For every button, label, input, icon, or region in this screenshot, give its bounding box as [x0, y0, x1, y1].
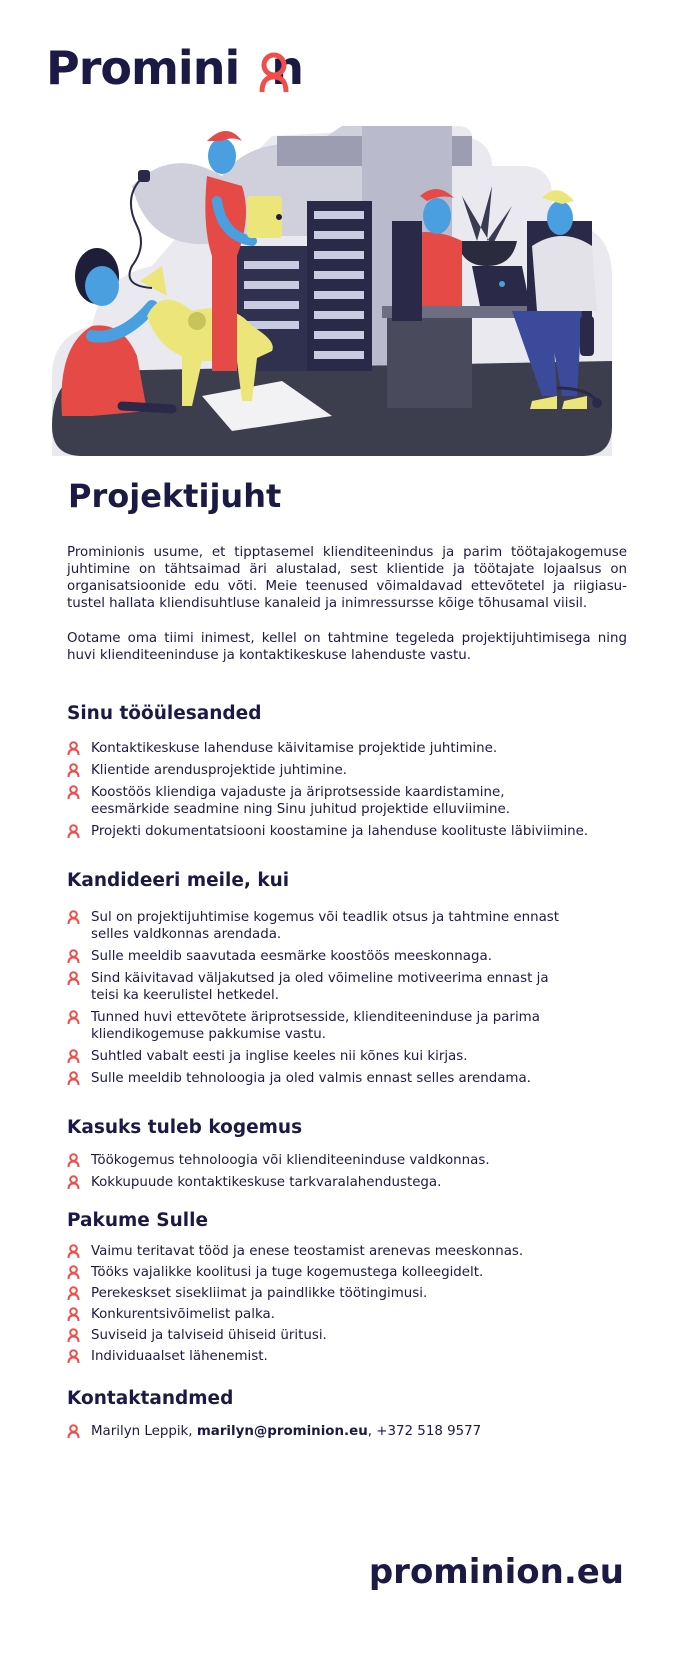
person-bullet-icon [67, 785, 80, 800]
footer-website-url[interactable]: prominion.eu [368, 1552, 624, 1592]
section-offer [67, 1209, 627, 1365]
list-item [67, 762, 627, 779]
person-bullet-icon [67, 1071, 80, 1086]
list-item [67, 1327, 627, 1344]
list-item [67, 948, 627, 965]
list-item-text: Sul on projektijuhtimise kogemus või teadlik otsus ja tahtmine ennast selles valdkonnas arendada. [91, 910, 560, 942]
list-item [67, 1174, 627, 1191]
list-item-text: Koostöös kliendiga vajaduste ja äriprotsesside kaardistamine, eesmärkide seadmine ning Sinu juhitud projektide elluviimine. [91, 785, 511, 817]
person-bullet-icon [67, 741, 80, 756]
person-bullet-icon [67, 1244, 80, 1259]
person-bullet-icon [67, 763, 80, 778]
list-item [67, 740, 627, 757]
intro-paragraph-2: Ootame oma tiimi inimest, kellel on tahtmine tegeleda projektijuhtimisega ning huvi klienditeeninduse ja kontaktikeskuse lahenduste vastu. [67, 631, 627, 663]
person-bullet-icon [67, 1307, 80, 1322]
list-item-text: Kokkupuude kontaktikeskuse tarkvaralahendustega. [91, 1175, 442, 1190]
list-item-text: Perekeskset sisekliimat ja paindlikke töötingimusi. [91, 1286, 428, 1301]
person-bullet-icon [67, 1049, 80, 1064]
intro-paragraph-1: Prominionis usume, et tipptasemel klienditeenindus ja parim töötajakogemuse juhtimine on tähtsaimad äri alustalad, sest klientide ja töötajate lojaalsus on organisatsioonide edu võti. Meie teenused võimaldavad ettevõtetel ja riigiasu- tustel hallata kliendisuhtluse kanaleid ja inimressursse kõige tõhusamal viisil. [67, 545, 627, 611]
job-title: Projektijuht [68, 477, 282, 515]
contact-phone: , +372 518 9577 [367, 1424, 482, 1439]
list-item-text: Tunned huvi ettevõtete äriprotsesside, klienditeeninduse ja parima kliendikogemuse pakkumise vastu. [91, 1010, 540, 1042]
person-bullet-icon [67, 1349, 80, 1364]
bullet-list [67, 909, 627, 1087]
person-bullet-icon [67, 824, 80, 839]
section-heading: Kasuks tuleb kogemus [67, 1117, 303, 1138]
list-item [67, 1285, 627, 1302]
list-item [67, 1306, 627, 1323]
person-bullet-icon [67, 1010, 80, 1025]
list-item [67, 1070, 627, 1087]
bullet-list [67, 1243, 627, 1365]
list-item-text: Töökogemus tehnoloogia või klienditeeninduse valdkonnas. [91, 1153, 490, 1168]
list-item-text: Sulle meeldib saavutada eesmärke koostöös meeskonnaga. [91, 949, 492, 964]
logo-person-icon [259, 52, 289, 96]
list-item-text: Tööks vajalikke koolitusi ja tuge kogemustega kolleegidelt. [91, 1265, 484, 1280]
list-item [67, 823, 627, 840]
section-apply [67, 869, 627, 1087]
person-bullet-icon [67, 1286, 80, 1301]
list-item-text: Individuaalset lähenemist. [91, 1349, 268, 1364]
list-item-text: Projekti dokumentatsiooni koostamine ja lahenduse koolituste läbiviimine. [91, 824, 589, 839]
section-tasks [67, 702, 627, 840]
contact-name: Marilyn Leppik, [91, 1424, 197, 1439]
list-item-text: Suhtled vabalt eesti ja inglise keeles nii kõnes kui kirjas. [91, 1049, 468, 1064]
office-team-illustration [52, 126, 652, 456]
section-heading: Sinu tööülesanded [67, 703, 262, 724]
list-item [67, 784, 627, 818]
person-bullet-icon [67, 1175, 80, 1190]
list-item-text: Vaimu teritavat tööd ja enese teostamist arenevas meeskonnas. [91, 1244, 524, 1259]
contact-line [91, 1423, 591, 1440]
contact-item [67, 1423, 627, 1440]
list-item [67, 1243, 627, 1260]
list-item [67, 1348, 627, 1365]
prominion-logo [46, 38, 303, 102]
list-item-text: Klientide arendusprojektide juhtimine. [91, 763, 348, 778]
section-bonus [67, 1116, 627, 1191]
list-item [67, 1264, 627, 1281]
person-bullet-icon [67, 949, 80, 964]
bullet-list [67, 1423, 627, 1440]
contact-email-link[interactable]: marilyn@prominion.eu [196, 1424, 368, 1439]
list-item [67, 1152, 627, 1169]
job-content [67, 544, 627, 1445]
list-item-text: Konkurentsivõimelist palka. [91, 1307, 275, 1322]
list-item [67, 909, 627, 943]
section-contact [67, 1387, 627, 1440]
logo-wordmark: Promini n [46, 41, 303, 95]
bullet-list [67, 1152, 627, 1191]
person-bullet-icon [67, 1328, 80, 1343]
list-item [67, 970, 627, 1004]
list-item-text: Sulle meeldib tehnoloogia ja oled valmis ennast selles arendama. [91, 1071, 531, 1086]
list-item [67, 1048, 627, 1065]
list-item-text: Sind käivitavad väljakutsed ja oled võimeline motiveerima ennast ja teisi ka keerulistel hetkedel. [91, 971, 549, 1003]
section-heading: Pakume Sulle [67, 1210, 209, 1231]
list-item [67, 1009, 627, 1043]
bullet-list [67, 740, 627, 840]
section-heading: Kontaktandmed [67, 1388, 234, 1409]
list-item-text: Suviseid ja talviseid ühiseid üritusi. [91, 1328, 327, 1343]
person-bullet-icon [67, 1153, 80, 1168]
person-bullet-icon [67, 1424, 80, 1439]
person-bullet-icon [67, 1265, 80, 1280]
person-bullet-icon [67, 910, 80, 925]
section-heading: Kandideeri meile, kui [67, 870, 290, 891]
person-bullet-icon [67, 971, 80, 986]
list-item-text: Kontaktikeskuse lahenduse käivitamise projektide juhtimine. [91, 741, 498, 756]
